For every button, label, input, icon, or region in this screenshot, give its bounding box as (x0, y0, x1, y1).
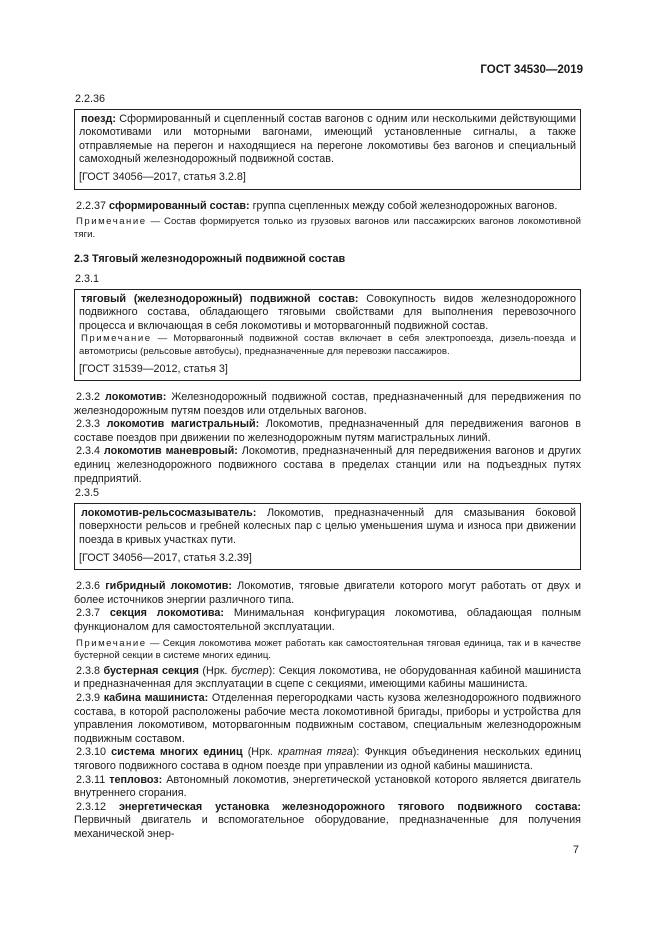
definition-text: Сформированный и сцепленный состав вагонов с одним или несколькими действующими локомотивами или моторными вагонами, имеющий установленные сигналы, а также отправляемые на перегон и находящиеся на перегоне локомотивы без вагонов и специальный самоходный железнодорожный подвижной состав. (79, 112, 576, 166)
term: гибридный локомотив: (105, 580, 232, 593)
definition-paragraph (74, 607, 581, 634)
definition-paragraph (74, 746, 581, 773)
clause-number: 2.3.4 (76, 445, 101, 458)
clause-number: 2.3.7 (76, 607, 101, 620)
term: локомотив магистральный: (106, 418, 260, 431)
definition-paragraph (74, 391, 581, 418)
definition-text: Минимальная конфигурация локомотива, обладающая полным функционалом для самостоятельной эксплуатации. (74, 607, 581, 633)
deprecated-term: кратная тяга (277, 746, 353, 759)
definition-text: Первичный двигатель и вспомогательное оборудование, предназначенные для получения механической энер- (74, 814, 581, 840)
term: поезд: (81, 112, 116, 125)
term: сформированный состав: (109, 199, 250, 212)
definition-text: Железнодорожный подвижной состав, предназначенный для передвижения по железнодорожным путям поездов или отдельных вагонов. (74, 391, 581, 417)
definition-paragraph (74, 418, 581, 445)
deprecated-term: бустер (231, 664, 269, 677)
term: кабина машиниста: (103, 691, 209, 704)
note-label: Примечание (76, 637, 147, 649)
definition-paragraph (74, 445, 581, 486)
definition-box (74, 289, 581, 382)
note (74, 216, 581, 241)
definition-box (74, 109, 581, 190)
note (74, 638, 581, 663)
definition-text: Локомотив, тяговые двигатели которого могут работать от двух и более источников энергии различного типа. (74, 580, 582, 606)
term: локомотив: (105, 391, 167, 404)
note-label: Примечание (76, 216, 147, 228)
clause-number: 2.3.8 (76, 664, 101, 677)
note-text: — Состав формируется только из грузовых вагонов или пассажирских вагонов локомотивной тяги. (74, 216, 581, 240)
clause-number: 2.3.12 (76, 800, 107, 813)
clause-number: 2.2.36 (75, 93, 106, 105)
definition-paragraph (74, 580, 581, 607)
clause-number: 2.3.1 (75, 272, 100, 285)
deprecated-prefix: (Нрк. (198, 664, 232, 677)
note-text: — Моторвагонный подвижной состав включает в себя электропоезда, дизель-поезда и автомотрисы (рельсовые автобусы), предназначенные для перевозки пассажиров. (79, 333, 576, 357)
definition-text: ): Функция объединения нескольких единиц тягового подвижного состава в одном поезде при управлении из одной кабины машиниста. (74, 746, 582, 772)
clause-number: 2.2.37 (76, 199, 107, 212)
definition-text: Локомотив, предназначенный для смазывания боковой поверхности рельсов и гребней колесных пар с целью уменьшения шума и износа при движении поезда в кривых участках пути. (79, 506, 576, 547)
term: тяговый (железнодорожный) подвижной состав: (81, 292, 359, 305)
source-reference: [ГОСТ 34056—2017, статья 3.2.39] (79, 551, 252, 564)
definition-box (74, 503, 581, 570)
page-content (74, 92, 581, 842)
term: секция локомотива: (109, 607, 225, 620)
deprecated-prefix: (Нрк. (242, 746, 278, 759)
term: система многих единиц (111, 746, 243, 759)
clause-number: 2.3.10 (76, 746, 107, 759)
definition-text: Отделенная перегородками часть кузова железнодорожного подвижного состава, в которой расположены рабочие места локомотивной бригады, приборы и устройства для управления локомотивом, моторвагонным подвижным составом, специальным железнодорожным подвижным составом. (74, 691, 582, 745)
term: энергетическая установка железнодорожного тягового подвижного состава: (118, 800, 582, 813)
source-reference: [ГОСТ 34056—2017, статья 3.2.8] (79, 170, 246, 183)
clause-number: 2.3.6 (76, 580, 101, 593)
definition-text: группа сцепленных между собой железнодорожных вагонов. (249, 199, 558, 212)
note (79, 333, 576, 358)
definition-paragraph (74, 774, 581, 801)
clause-number: 2.3.3 (76, 418, 101, 431)
term: локомотив маневровый: (103, 445, 238, 458)
term: тепловоз: (109, 773, 163, 786)
document-code: ГОСТ 34530—2019 (480, 64, 583, 76)
source-reference: [ГОСТ 31539—2012, статья 3] (79, 362, 228, 375)
clause-number: 2.3.2 (76, 391, 101, 404)
definition-paragraph (74, 801, 581, 842)
clause-number: 2.3.5 (75, 487, 100, 500)
section-heading: 2.3 Тяговый железнодорожный подвижной состав (74, 253, 346, 266)
definition-paragraph (74, 665, 581, 692)
clause-number: 2.3.9 (76, 691, 101, 704)
term: локомотив-рельсосмазыватель: (81, 506, 257, 519)
definition-paragraph (74, 692, 581, 746)
clause-number: 2.3.11 (76, 773, 106, 786)
definition-text: ): Секция локомотива, не оборудованная кабиной машиниста и предназначенная для эксплуатации в сцепе с секциями, имеющими кабины машиниста. (74, 664, 582, 691)
definition-text: Локомотив, предназначенный для передвижения вагонов в составе поездов при движении по железнодорожным путям магистральных линий. (74, 418, 582, 444)
definition-text: Совокупность видов железнодорожного подвижного состава, обладающего тяговыми свойствами для выполнения перевозочного процесса и включающая в себя локомотивы и моторвагонный подвижной состав. (79, 292, 576, 332)
page-number: 7 (572, 844, 579, 856)
definition-text: Локомотив, предназначенный для передвижения вагонов и других единиц железнодорожного подвижного состава в пределах станции или на подъездных путях предприятий. (74, 445, 582, 485)
note-text: — Секция локомотива может работать как самостоятельная тяговая единица, так и в качестве бустерной секции в системе многих единиц. (74, 637, 581, 662)
note-label: Примечание (81, 333, 152, 345)
definition-paragraph (74, 200, 581, 214)
definition-text: Автономный локомотив, энергетической установкой которого является двигатель внутреннего сгорания. (74, 773, 582, 800)
term: бустерная секция (103, 664, 199, 677)
